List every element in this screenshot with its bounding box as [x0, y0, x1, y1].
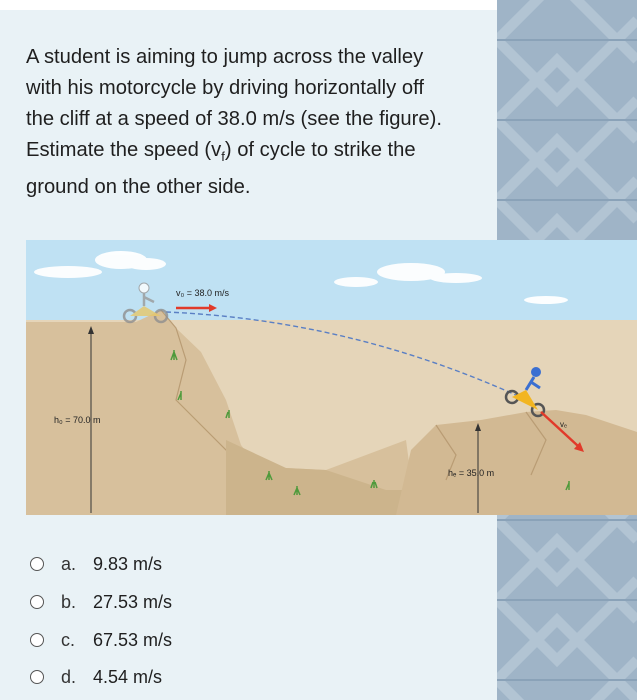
- option-c[interactable]: [30, 622, 330, 658]
- option-letter: d.: [61, 666, 77, 687]
- motorcycle-jump-figure: [26, 240, 637, 515]
- question-line: with his motorcycle by driving horizontally off: [26, 77, 424, 99]
- option-b[interactable]: [30, 584, 330, 620]
- option-d[interactable]: [30, 659, 330, 695]
- subscript-f: f: [221, 149, 225, 165]
- option-letter: a.: [61, 553, 77, 574]
- question-text: [26, 42, 478, 203]
- option-a[interactable]: [30, 546, 330, 582]
- option-value: 4.54 m/s: [93, 666, 163, 687]
- question-line: the cliff at a speed of 38.0 m/s (see the figure).: [26, 108, 442, 130]
- option-value: 67.53 m/s: [93, 629, 173, 650]
- option-letter: c.: [61, 629, 76, 650]
- question-line: ground on the other side.: [26, 176, 251, 199]
- option-value: 27.53 m/s: [93, 591, 173, 612]
- radio-button[interactable]: [30, 595, 44, 609]
- option-letter: b.: [61, 591, 77, 612]
- hf-label: hₑ = 35.0 m: [448, 468, 495, 478]
- question-line-part: ) of cycle to strike the: [224, 139, 416, 161]
- option-value: 9.83 m/s: [93, 553, 163, 574]
- radio-button[interactable]: [30, 633, 44, 647]
- radio-button[interactable]: [30, 670, 44, 684]
- v0-label: v₀ = 38.0 m/s: [176, 288, 230, 298]
- vf-label: vₑ: [560, 420, 567, 429]
- question-line: A student is aiming to jump across the valley: [26, 46, 424, 68]
- radio-button[interactable]: [30, 557, 44, 571]
- question-line-part: Estimate the speed (v: [26, 139, 222, 161]
- question-line: [26, 135, 478, 172]
- h0-label: h₀ = 70.0 m: [54, 415, 101, 425]
